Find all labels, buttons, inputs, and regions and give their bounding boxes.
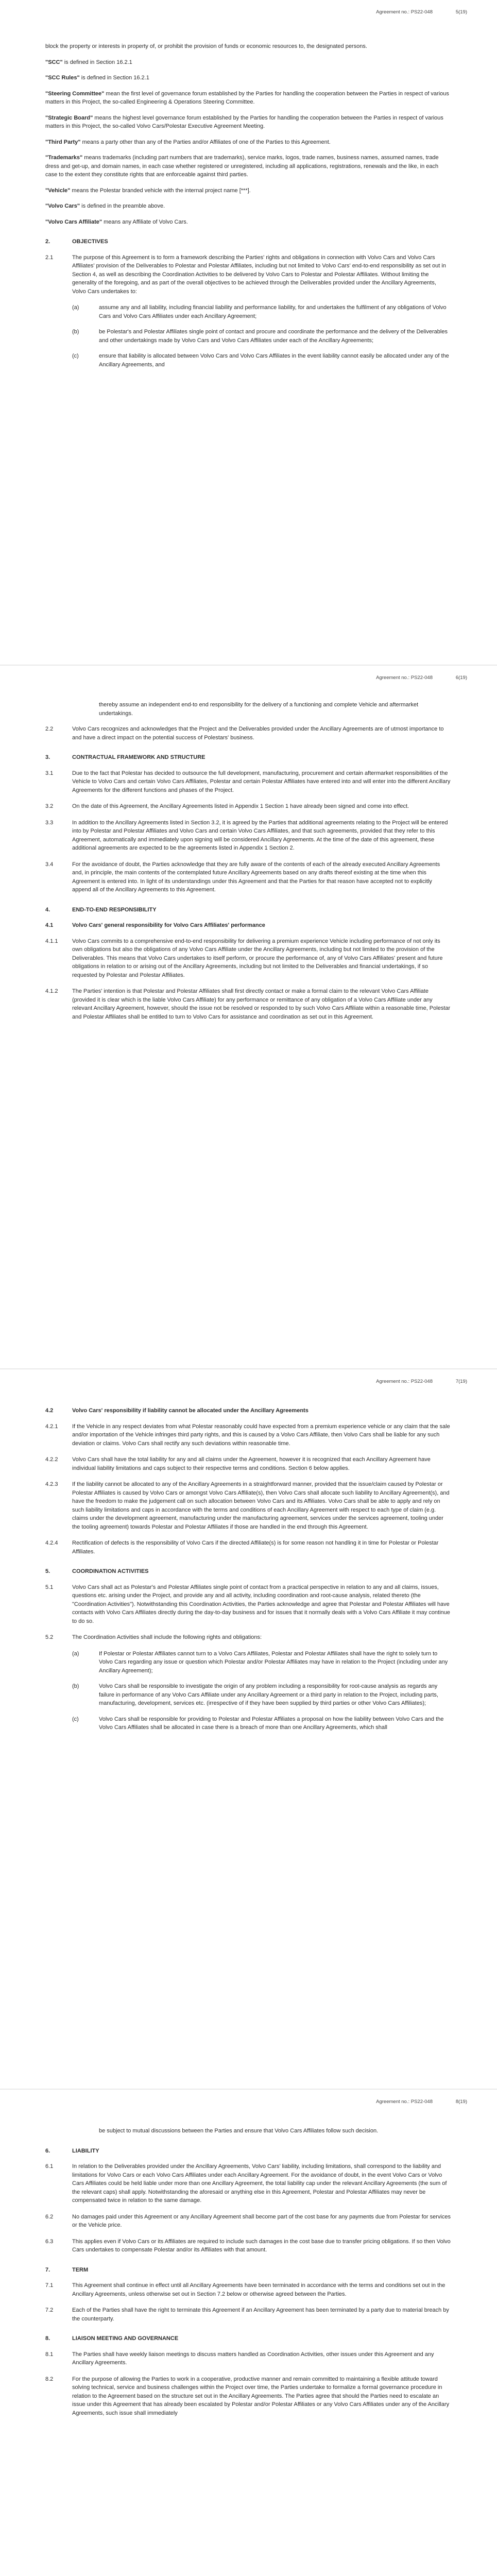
page-header [0,1379,497,1389]
section-heading [45,753,451,762]
sub-clause-text: assume any and all liability, including financial liability and performance liability, for and undertakes the fulfilment of any obligations of Volvo Cars and Volvo Cars Affiliates under each Ancillary Agreement; [99,304,447,319]
definition-text: is defined in Section 16.2.1 [62,59,132,65]
sub-clause-text: be Polestar's and Polestar Affiliates single point of contact and procure and coordinate the performance and the delivery of the Deliverables and other undertakings made by Volvo Cars and Volvo Cars Affiliates under each of the Ancillary Agreements; [99,329,448,344]
clause-text: On the date of this Agreement, the Ancillary Agreements listed in Appendix 1 Section 1 have already been signed and come into effect. [72,803,409,809]
clause-number: 4.1.2 [45,988,58,994]
sub-clause [45,352,451,369]
definition-text: means the highest level governance forum established by the Parties for handling the cooperation between the Parties in respect of various matters in this Project, the so-called Volvo Cars/Polestar Executive Agreement Meeting. [45,114,443,129]
definition [45,58,451,67]
page-7 [0,1369,497,2039]
section-number: 6. [45,2147,50,2154]
sub-clause-letter: (c) [72,1716,79,1722]
definition [45,218,451,227]
clause-5-2 [45,1633,451,1642]
clause-text: In addition to the Ancillary Agreements listed in Section 3.2, it is agreed by the Parties that additional agreements relating to the Project will be entered into by Polestar and Polestar Affiliates and Volvo Cars and certain Volvo Cars Affiliates, and that such agreements, provided that they refer to this Agreement, automatically and immediately upon signing will be considered Ancillary Agreements. At the time of the date of this agreement, these additional agreements are expected to be the agreements listed in Appendix 1 Section 2. [72,819,448,851]
clause-number: 4.2.2 [45,1456,58,1463]
clause-7-1 [45,2281,451,2298]
page-header [0,675,497,685]
clause-2-2 [45,725,451,742]
clause-3-2 [45,802,451,811]
clause-number: 7.2 [45,2307,54,2313]
page-number: 5(19) [455,9,467,15]
definition [45,114,451,131]
definition [45,202,451,211]
clause-text: The purpose of this Agreement is to form a framework describing the Parties' rights and obligations in connection with Volvo Cars and Volvo Cars Affiliates' provision of the Deliverables to Polestar and Polestar Affiliates, including but not limited to Volvo Cars' end-to-end responsibility as set out in Section 4, as well as describing the Coordination Activities to be delivered by Volvo Cars to Polestar and Polestar Affiliates. Without limiting the generality of the foregoing, and as part of the overall objectives to be achieved through the Deliverables provided under the Ancillary Agreements, Volvo Cars undertakes to: [72,254,446,295]
clause-text: For the purpose of allowing the Parties to work in a cooperative, productive manner and remain committed to maintaining a flexible attitude toward solving technical, service and business challenges within the Project over time, the Parties undertake to formalize a formal governance procedure in relation to the Agreement based on the structure set out in the Ancillary Agreements. The Parties agree that should the Parties need to escalate an issue under this Agreement that has already been escalated by Polestar and/or Polestar Affiliates or any Volvo Cars Affiliates under any of the Ancillary Agreements, such issue shall immediately [72,2376,450,2416]
continued-text: thereby assume an independent end-to end responsibility for the delivery of a functioning and complete Vehicle and aftermarket undertakings. [99,702,419,717]
sub-clause-letter: (b) [72,329,79,335]
page-header [0,9,497,20]
definition-term: "Volvo Cars" [45,203,80,209]
agreement-number: Agreement no.: PS22-048 [376,675,433,681]
agreement-number: Agreement no.: PS22-048 [376,9,433,15]
clause-number: 5.1 [45,1584,54,1590]
definition-term: "Strategic Board" [45,114,93,121]
clause-number: 4.1.1 [45,938,58,944]
section-title: END-TO-END RESPONSIBILITY [72,906,157,913]
sub-clause [45,1715,451,1732]
clause-4-2-3 [45,1480,451,1531]
clause-number: 4.2.3 [45,1481,58,1487]
definition-text: means any Affiliate of Volvo Cars. [102,218,188,225]
definition-text: is defined in the preamble above. [80,203,165,209]
definition [45,187,451,195]
clause-text: For the avoidance of doubt, the Parties acknowledge that they are fully aware of the contents of each of the already executed Ancillary Agreements and, in principle, the main contents of the contemplated future Ancillary Agreements based on any drafts thereof existing at the time when this Agreement is entered into. In light of its understandings under this Agreement and that the Parties for that reason have accepted not to explicitly append all of the Ancillary Agreements to this Agreement. [72,861,440,893]
continued-text: be subject to mutual discussions between the Parties and ensure that Volvo Cars Affiliates follow such decision. [99,2128,379,2134]
section-heading [45,1567,451,1576]
clause-text: This applies even if Volvo Cars or its Affiliates are required to include such damages in the cost base due to transfer pricing obligations. If so then Volvo Cars undertakes to compensate Polestar and/or its Affiliates with that amount. [72,2238,451,2253]
definition-text: is defined in Section 16.2.1 [79,75,149,81]
definition-term: "Steering Committee" [45,90,105,97]
definition-term: "Trademarks" [45,155,83,161]
agreement-number: Agreement no.: PS22-048 [376,1379,433,1384]
clause-5-1 [45,1583,451,1626]
sub-clause [45,1650,451,1675]
clause-number: 3.4 [45,861,54,868]
definition-text: mean the first level of governance forum established by the Parties for handling the cooperation between the Parties in respect of various matters in this Project, the so-called Engineering & Operations Steering Committee. [45,90,449,105]
section-number: 4. [45,906,50,913]
page-number: 8(19) [455,2099,467,2105]
clause-text: No damages paid under this Agreement or any Ancillary Agreement shall become part of the cost base for any payments due from Polestar for services or the Vehicle price. [72,2213,451,2228]
clause-number: 3.3 [45,819,54,826]
intro-paragraph: block the property or interests in property of, or prohibit the provision of funds or economic resources to, the designated persons. [45,43,367,49]
clause-number: 8.2 [45,2376,54,2382]
clause-number: 3.2 [45,803,54,809]
definition-term: "SCC Rules" [45,75,80,81]
clause-6-1 [45,2162,451,2205]
section-heading [45,2334,451,2343]
clause-4-1-1 [45,937,451,980]
section-title: LIABILITY [72,2147,99,2154]
clause-text: Due to the fact that Polestar has decided to outsource the full development, manufacturing, procurement and certain aftermarket responsibilities of the Vehicle to Volvo Cars and certain Volvo Cars Affiliates, Polestar and certain Polestar Affiliates have entered into and will enter into the different Ancillary Agreements for the different functions and phases of the Project. [72,770,451,793]
page-6 [0,666,497,1320]
clause-4-2-4 [45,1539,451,1556]
subsection-number: 4.1 [45,922,54,928]
section-number: 3. [45,754,50,760]
clause-number: 6.3 [45,2238,54,2245]
sub-clause-letter: (b) [72,1683,79,1689]
clause-3-4 [45,860,451,894]
clause-3-1 [45,769,451,795]
clause-number: 5.2 [45,1634,54,1640]
sub-clause [45,328,451,345]
page-5 [0,0,497,654]
clause-text: The Parties shall have weekly liaison meetings to discuss matters handled as Coordination Activities, other issues under this Agreement and any Ancillary Agreements. [72,2351,434,2366]
clause-number: 4.2.1 [45,1423,58,1430]
page-number: 6(19) [455,675,467,681]
section-heading [45,238,451,246]
definition [45,90,451,107]
sub-clause-text: ensure that liability is allocated between Volvo Cars and Volvo Cars Affiliates in the event liability cannot easily be allocated under any of the Ancillary Agreements, and [99,353,449,368]
definition-text: means a party other than any of the Parties and/or Affiliates of one of the Parties to this Agreement. [80,139,331,145]
clause-2-1 [45,253,451,296]
section-title: TERM [72,2266,89,2273]
clause-7-2 [45,2306,451,2323]
clause-6-2 [45,2213,451,2230]
clause-number: 6.1 [45,2163,54,2170]
clause-number: 8.1 [45,2351,54,2358]
clause-6-3 [45,2238,451,2255]
section-title: COORDINATION ACTIVITIES [72,1568,149,1574]
clause-text: Each of the Parties shall have the right to terminate this Agreement if an Ancillary Agreement has been terminated by a party due to material breach by the counterparty. [72,2307,449,2322]
definition-text: means trademarks (including part numbers that are trademarks), service marks, logos, trade names, business names, assumed names, trade dress and get-up, and domain names, in each case whether registered or unregistered, including all applications, registrations, renewals and the like, in each case to the extent they constitute rights that are enforceable against third parties. [45,155,439,178]
section-heading [45,2147,451,2156]
subsection-title: Volvo Cars' responsibility if liability cannot be allocated under the Ancillary Agreements [72,1408,309,1414]
page-8 [0,2090,497,2576]
sub-clause [45,303,451,320]
clause-number: 2.2 [45,726,54,732]
clause-4-1-2 [45,987,451,1021]
clause-number: 2.1 [45,254,54,261]
sub-clause-letter: (c) [72,353,79,359]
section-number: 7. [45,2266,50,2273]
clause-8-1 [45,2350,451,2367]
clause-3-3 [45,819,451,853]
clause-4-2-2 [45,1455,451,1472]
clause-text: If the Vehicle in any respect deviates from what Polestar reasonably could have expected from a premium experience vehicle or any claim that the sale and/or importation of the Vehicle infringes third party rights, and this is caused by a Volvo Cars Affiliate, then Volvo Cars shall be liable for any such deviation or claims. Volvo Cars shall rectify any such deviations within reasonable time. [72,1423,450,1447]
clause-number: 3.1 [45,770,54,776]
definition-term: "Third Party" [45,139,81,145]
agreement-number: Agreement no.: PS22-048 [376,2099,433,2105]
definition-term: "SCC" [45,59,63,65]
subsection-title: Volvo Cars' general responsibility for Volvo Cars Affiliates' performance [72,922,265,928]
page-number: 7(19) [455,1379,467,1384]
page-header [0,2099,497,2109]
definition-term: "Volvo Cars Affiliate" [45,218,102,225]
subsection-number: 4.2 [45,1408,54,1414]
definition [45,154,451,179]
sub-clause-letter: (a) [72,304,79,311]
subsection-heading [45,1406,451,1415]
section-title: CONTRACTUAL FRAMEWORK AND STRUCTURE [72,754,205,760]
sub-clause [45,1682,451,1708]
clause-text: The Parties' intention is that Polestar and Polestar Affiliates shall first directly contact or make a formal claim to the relevant Volvo Cars Affiliate (provided it is clear which is the liable Volvo Cars Affiliate) for any performance or remittance of any obligation of a Volvo Cars Affiliate under any relevant Ancillary Agreement, however, should the issue not be resolved or responded to by such Volvo Cars Affiliate within a reasonable time, Polestar and Polestar Affiliates shall be entitled to turn to Volvo Cars for assistance and coordination as set out in this Agreement. [72,988,451,1020]
section-title: LIAISON MEETING AND GOVERNANCE [72,2335,179,2342]
clause-text: Volvo Cars commits to a comprehensive end-to-end responsibility for delivering a premium experience Vehicle including performance of not only its own obligations but also the obligations of any Volvo Cars Affiliate under the Ancillary Agreements, including but not limited to the provision of the Deliverables. This means that Volvo Cars undertakes to itself perform, or procure the performance of, any of Volvo Cars Affiliates' present and future obligations in relation to or arising out of the Ancillary Agreements, including but not limited to the Deliverables and financial undertakings, if so requested by Polestar and Polestar Affiliates. [72,938,443,978]
section-number: 2. [45,239,50,245]
clause-4-2-1 [45,1422,451,1448]
section-title: OBJECTIVES [72,239,108,245]
section-heading [45,906,451,914]
clause-text: In relation to the Deliverables provided under the Ancillary Agreements, Volvo Cars' liability, including limitations, shall correspond to the liability and limitations for Volvo Cars or each Volvo Cars Affiliates under each Ancillary Agreement. For the avoidance of doubt, in the event Volvo Cars or Volvo Cars Affiliates could be held liable under more than one Ancillary Agreement, the total liability cap under the relevant Ancillary Agreements (the sum of the relevant caps) shall apply. Notwithstanding the aforesaid or anything else in this Agreement, Polestar and Polestar Affiliates may never be compensated twice in relation to the same damage. [72,2163,447,2204]
clause-text: If the liability cannot be allocated to any of the Ancillary Agreements in a straightforward manner, provided that the issue/claim caused by Polestar or Polestar Affiliates is caused by Volvo Cars or amongst Volvo Cars Affiliate(s), then Volvo Cars shall allocate such liability to Ancillary Agreement(s), and have the freedom to make the judgement call on such allocation between Volvo Cars and its Affiliates. Volvo Cars shall be able to apply and rely on such liability limitations and caps in accordance with the terms and conditions of each Ancillary Agreement with respect to each type of claim (e.g. claims under the development agreement, manufacturing under the manufacturing agreement, services under the services agreement, tooling under the tooling agreement) towards Polestar and Polestar Affiliates if those are handled in the end through this Agreement. [72,1481,450,1530]
sub-clause-text: If Polestar or Polestar Affiliates cannot turn to a Volvo Cars Affiliates, Polestar and Polestar Affiliates shall have the right to solely turn to Volvo Cars regarding any issue or question which Polestar and/or Polestar Affiliates may have in relation to the Project (including under any Ancillary Agreement); [99,1650,448,1674]
clause-8-2 [45,2375,451,2418]
definition [45,138,451,147]
sub-clause-text: Volvo Cars shall be responsible for providing to Polestar and Polestar Affiliates a proposal on how the liability between Volvo Cars and the Volvo Cars Affiliates shall be allocated in case there is a breach of more than one Ancillary Agreements, which shall [99,1716,444,1731]
subsection-heading [45,921,451,930]
sub-clause-letter: (a) [72,1650,79,1657]
clause-text: Volvo Cars recognizes and acknowledges that the Project and the Deliverables provided under the Ancillary Agreements are of utmost importance to and have a direct impact on the potential success of Polestars' business. [72,726,444,741]
clause-number: 4.2.4 [45,1540,58,1546]
definition-term: "Vehicle" [45,187,71,194]
section-number: 8. [45,2335,50,2342]
clause-text: This Agreement shall continue in effect until all Ancillary Agreements have been terminated in accordance with the terms and conditions set out in the Ancillary Agreements, unless otherwise set out in Section 7.2 below or otherwise agreed between the Parties. [72,2282,445,2297]
clause-number: 7.1 [45,2282,54,2289]
section-heading [45,2266,451,2275]
clause-text: Volvo Cars shall have the total liability for any and all claims under the Agreement, however it is recognized that each Ancillary Agreement have individual liability limitations and caps subject to their respective terms and conditions. Section 6 below applies. [72,1456,431,1471]
clause-text: The Coordination Activities shall include the following rights and obligations: [72,1634,262,1640]
sub-clause-text: Volvo Cars shall be responsible to investigate the origin of any problem including a responsibility for root-cause analysis as regards any failure in performance of any Volvo Cars Affiliate under any Ancillary Agreement or a third party in relation to the Project, including parts, manufacturing, development, services etc. (irrespective of if they have been supplied by third parties or other Volvo Cars Affiliates); [99,1683,438,1706]
clause-number: 6.2 [45,2213,54,2220]
definition [45,74,451,82]
clause-text: Rectification of defects is the responsibility of Volvo Cars if the directed Affiliate(s) is for some reason not handling it in time for Polestar or Polestar Affiliates. [72,1540,439,1555]
clause-text: Volvo Cars shall act as Polestar's and Polestar Affiliates single point of contact from a practical perspective in relation to any and all claims, issues, questions etc. arising under the Project, and provide any and all activity, including coordination and root-cause analysis, related thereto (the "Coordination Activities"). Notwithstanding this Coordination Activities, the Parties acknowledge and agree that Polestar and Polestar Affiliates will have contacts with Volvo Cars Affiliates directly during the day-to-day business and for issues that it normally deals with a Volvo Cars Affiliate it may continue to do so. [72,1584,450,1624]
section-number: 5. [45,1568,50,1574]
definition-text: means the Polestar branded vehicle with the internal project name [***]. [70,187,251,194]
